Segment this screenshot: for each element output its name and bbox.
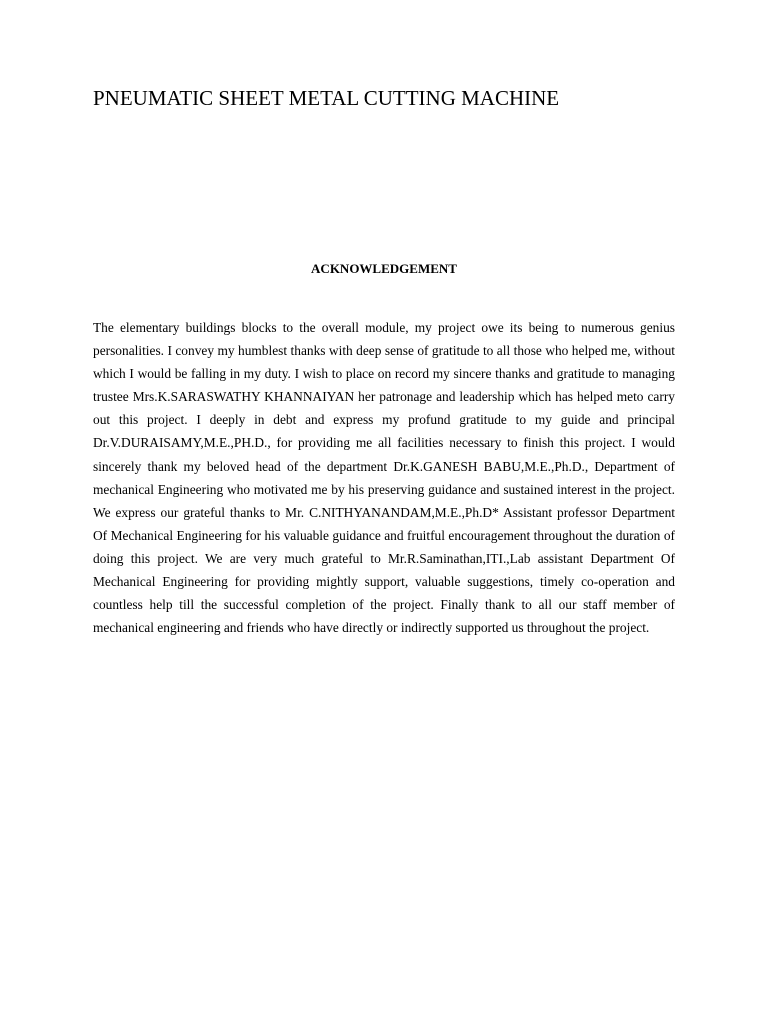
- acknowledgement-heading: ACKNOWLEDGEMENT: [311, 261, 457, 276]
- acknowledgement-paragraph: The elementary buildings blocks to the overall module, my project owe its being to numerous genius personalities. I convey my humblest thanks with deep sense of gratitude to all those who helped me, without which I would be falling in my duty. I wish to place on record my sincere thanks and gratitude to managing trustee Mrs.K.SARASWATHY KHANNAIYAN her patronage and leadership which has helped meto carry out this project. I deeply in debt and express my profund gratitude to my guide and principal Dr.V.DURAISAMY,M.E.,PH.D., for providing me all facilities necessary to finish this project. I would sincerely thank my beloved head of the department Dr.K.GANESH BABU,M.E.,Ph.D., Department of mechanical Engineering who motivated me by his preserving guidance and sustained interest in the project. We express our grateful thanks to Mr. C.NITHYANANDAM,M.E.,Ph.D* Assistant professor Department Of Mechanical Engineering for his valuable guidance and fruitful encouragement throughout the duration of doing this project. We are very much grateful to Mr.R.Saminathan,ITI.,Lab assistant Department Of Mechanical Engineering for providing mightly support, valuable suggestions, timely co-operation and countless help till the successful completion of the project. Finally thank to all our staff member of mechanical engineering and friends who have directly or indirectly supported us throughout the project.: [93, 320, 675, 636]
- document-title: PNEUMATIC SHEET METAL CUTTING MACHINE: [93, 86, 560, 110]
